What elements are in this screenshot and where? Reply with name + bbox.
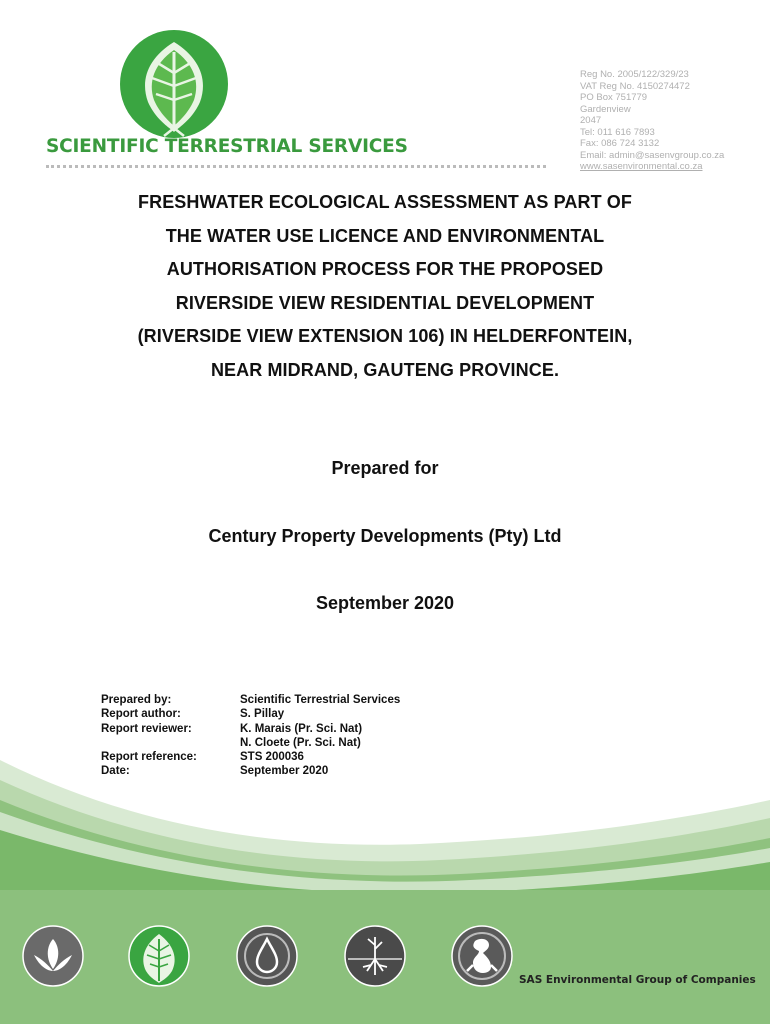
water-drop-icon (236, 925, 298, 987)
leaf-logo-icon (118, 28, 230, 140)
telephone: Tel: 011 616 7893 (580, 126, 655, 138)
reg-number: Reg No. 2005/122/329/23 (580, 69, 689, 80)
author-label: Report author: (101, 708, 181, 721)
title-line: NEAR MIDRAND, GAUTENG PROVINCE. (210, 359, 560, 380)
header-divider (46, 165, 546, 168)
title-line: RIVERSIDE VIEW RESIDENTIAL DEVELOPMENT (175, 292, 595, 313)
date-label: Date: (101, 765, 130, 778)
contact-block (580, 69, 724, 173)
reference-value: STS 200036 (240, 751, 304, 764)
title-line: FRESHWATER ECOLOGICAL ASSESSMENT AS PART OF (138, 192, 632, 212)
lotus-icon (22, 925, 84, 987)
prepared-for-label: Prepared for (331, 458, 439, 478)
frog-icon (451, 925, 513, 987)
date-value: September 2020 (240, 765, 329, 778)
email-link[interactable]: Email: admin@sasenvgroup.co.za (580, 149, 725, 161)
website-link[interactable]: www.sasenvironmental.co.za (580, 161, 703, 172)
reviewer-value-1: K. Marais (Pr. Sci. Nat) (240, 722, 363, 735)
reference-label: Report reference: (101, 751, 197, 764)
reviewer-value-2: N. Cloete (Pr. Sci. Nat) (240, 736, 361, 749)
brand-name: SCIENTIFIC TERRESTRIAL SERVICES (46, 136, 408, 157)
plant-roots-icon (344, 925, 406, 987)
title-line: (RIVERSIDE VIEW EXTENSION 106) IN HELDERFONTEIN, (137, 326, 633, 346)
report-date: September 2020 (315, 593, 455, 613)
prepared-by-value: Scientific Terrestrial Services (240, 694, 401, 706)
postal-code: 2047 (580, 115, 602, 126)
client-name: Century Property Developments (Pty) Ltd (208, 526, 562, 546)
author-value: S. Pillay (240, 708, 285, 721)
suburb: Gardenview (580, 103, 631, 115)
leaf-icon (128, 925, 190, 987)
reviewer-label: Report reviewer: (101, 722, 192, 735)
po-box: PO Box 751779 (580, 92, 648, 103)
title-line: THE WATER USE LICENCE AND ENVIRONMENTAL (165, 225, 605, 246)
title-line: AUTHORISATION PROCESS FOR THE PROPOSED (166, 259, 604, 279)
fax: Fax: 086 724 3132 (580, 138, 660, 149)
report-title (0, 186, 770, 387)
group-name: SAS Environmental Group of Companies (519, 974, 756, 986)
prepared-by-label: Prepared by: (101, 694, 172, 706)
vat-number: VAT Reg No. 4150274472 (580, 80, 690, 92)
